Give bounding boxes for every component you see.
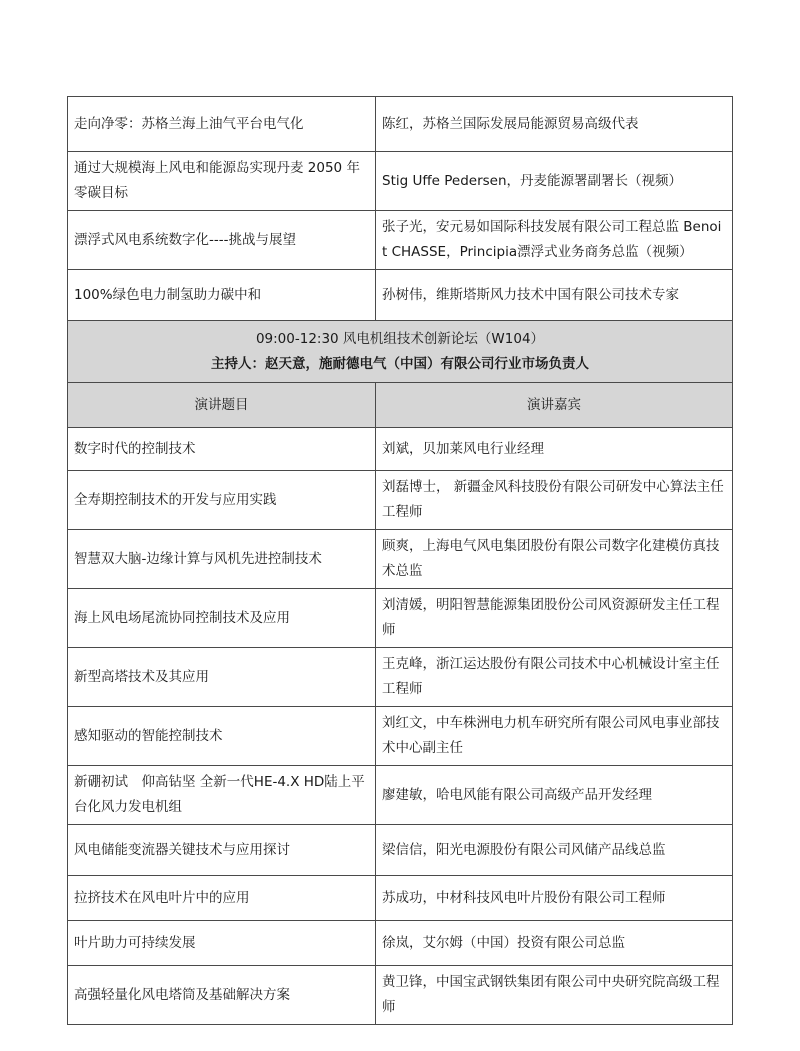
speaker-cell: 顾爽，上海电气风电集团股份有限公司数字化建模仿真技术总监 bbox=[376, 530, 733, 589]
column-header-speaker: 演讲嘉宾 bbox=[376, 383, 733, 428]
speaker-cell: 梁信信，阳光电源股份有限公司风储产品线总监 bbox=[376, 825, 733, 876]
table-row bbox=[68, 589, 733, 648]
topic-cell: 通过大规模海上风电和能源岛实现丹麦 2050 年零碳目标 bbox=[68, 152, 376, 211]
topic-cell: 全寿期控制技术的开发与应用实践 bbox=[68, 471, 376, 530]
session-header-row bbox=[68, 321, 733, 383]
speaker-cell: 张子光，安元易如国际科技发展有限公司工程总监 Benoit CHASSE，Principia漂浮式业务商务总监（视频） bbox=[376, 211, 733, 270]
table-row bbox=[68, 152, 733, 211]
speaker-cell: 王克峰，浙江运达股份有限公司技术中心机械设计室主任工程师 bbox=[376, 648, 733, 707]
session-header bbox=[68, 321, 733, 383]
session-title: 09:00-12:30 风电机组技术创新论坛（W104） bbox=[255, 330, 545, 347]
table-row bbox=[68, 825, 733, 876]
topic-cell: 叶片助力可持续发展 bbox=[68, 921, 376, 966]
table-row bbox=[68, 211, 733, 270]
agenda-table bbox=[67, 96, 733, 1025]
speaker-cell: 刘清媛，明阳智慧能源集团股份公司风资源研发主任工程师 bbox=[376, 589, 733, 648]
table-row bbox=[68, 876, 733, 921]
table-row bbox=[68, 97, 733, 152]
topic-cell: 漂浮式风电系统数字化----挑战与展望 bbox=[68, 211, 376, 270]
speaker-cell: 刘磊博士， 新疆金风科技股份有限公司研发中心算法主任工程师 bbox=[376, 471, 733, 530]
speaker-cell: 苏成功，中材科技风电叶片股份有限公司工程师 bbox=[376, 876, 733, 921]
table-row bbox=[68, 270, 733, 321]
speaker-cell: 徐岚，艾尔姆（中国）投资有限公司总监 bbox=[376, 921, 733, 966]
topic-cell: 数字时代的控制技术 bbox=[68, 428, 376, 471]
table-row bbox=[68, 766, 733, 825]
topic-cell: 感知驱动的智能控制技术 bbox=[68, 707, 376, 766]
speaker-cell: 刘红文，中车株洲电力机车研究所有限公司风电事业部技术中心副主任 bbox=[376, 707, 733, 766]
table-row bbox=[68, 471, 733, 530]
speaker-cell: 刘斌，贝加莱风电行业经理 bbox=[376, 428, 733, 471]
table-row bbox=[68, 966, 733, 1025]
topic-cell: 100%绿色电力制氢助力碳中和 bbox=[68, 270, 376, 321]
topic-cell: 走向净零：苏格兰海上油气平台电气化 bbox=[68, 97, 376, 152]
speaker-cell: 陈红，苏格兰国际发展局能源贸易高级代表 bbox=[376, 97, 733, 152]
topic-cell: 海上风电场尾流协同控制技术及应用 bbox=[68, 589, 376, 648]
topic-cell: 高强轻量化风电塔筒及基础解决方案 bbox=[68, 966, 376, 1025]
table-row bbox=[68, 707, 733, 766]
table-row bbox=[68, 428, 733, 471]
column-header-topic: 演讲题目 bbox=[68, 383, 376, 428]
speaker-cell: 孙树伟，维斯塔斯风力技术中国有限公司技术专家 bbox=[376, 270, 733, 321]
speaker-cell: 廖建敏，哈电风能有限公司高级产品开发经理 bbox=[376, 766, 733, 825]
topic-cell: 新型高塔技术及其应用 bbox=[68, 648, 376, 707]
session-host: 主持人：赵天意，施耐德电气（中国）有限公司行业市场负责人 bbox=[211, 355, 589, 372]
topic-cell: 拉挤技术在风电叶片中的应用 bbox=[68, 876, 376, 921]
column-header-row bbox=[68, 383, 733, 428]
topic-cell: 风电储能变流器关键技术与应用探讨 bbox=[68, 825, 376, 876]
topic-cell: 智慧双大脑-边缘计算与风机先进控制技术 bbox=[68, 530, 376, 589]
topic-cell: 新硼初试 仰高钻坚 全新一代HE-4.X HD陆上平台化风力发电机组 bbox=[68, 766, 376, 825]
table-row bbox=[68, 648, 733, 707]
table-row bbox=[68, 530, 733, 589]
speaker-cell: 黄卫锋，中国宝武钢铁集团有限公司中央研究院高级工程师 bbox=[376, 966, 733, 1025]
speaker-cell: Stig Uffe Pedersen，丹麦能源署副署长（视频） bbox=[376, 152, 733, 211]
table-row bbox=[68, 921, 733, 966]
